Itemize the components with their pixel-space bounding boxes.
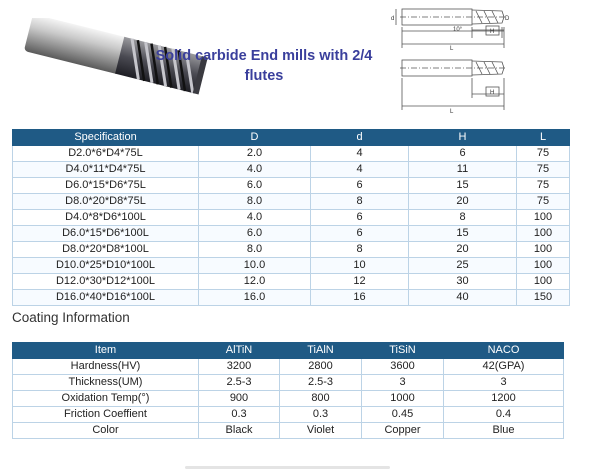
table-cell: 3 (362, 375, 444, 391)
table-cell: 42(GPA) (444, 359, 564, 375)
table-cell: 15 (409, 178, 517, 194)
table-cell: 4.0 (199, 162, 311, 178)
table-cell: 100 (517, 210, 570, 226)
table-cell: Black (199, 423, 280, 439)
table-row (13, 391, 564, 407)
table-row (13, 375, 564, 391)
table-cell: 150 (517, 290, 570, 306)
table-cell: 3600 (362, 359, 444, 375)
table-cell: 75 (517, 162, 570, 178)
table-row (13, 162, 570, 178)
table-cell: 20 (409, 194, 517, 210)
table-cell: 900 (199, 391, 280, 407)
table-cell: 11 (409, 162, 517, 178)
table-cell: Copper (362, 423, 444, 439)
drawing-label-D: D (505, 16, 510, 22)
table-cell: D8.0*20*D8*75L (13, 194, 199, 210)
product-title: Solid carbide End mills with 2/4 flutes (155, 48, 373, 84)
table-cell: 2.5-3 (199, 375, 280, 391)
table-cell: 30 (409, 274, 517, 290)
table-row (13, 210, 570, 226)
table-cell: 2800 (280, 359, 362, 375)
table-cell: 6 (311, 226, 409, 242)
table-cell: Violet (280, 423, 362, 439)
table-row (13, 359, 564, 375)
table-cell: D16.0*40*D16*100L (13, 290, 199, 306)
table-cell: 8 (311, 194, 409, 210)
coating-table-body (13, 359, 564, 439)
table-row (13, 226, 570, 242)
column-header: Specification (13, 130, 199, 146)
table-cell: 6.0 (199, 178, 311, 194)
table-cell: Friction Coeffient (13, 407, 199, 423)
table-row (13, 146, 570, 162)
coating-heading: Coating Information (12, 310, 130, 325)
table-cell: 8 (409, 210, 517, 226)
coating-table (12, 342, 564, 439)
table-cell: 1000 (362, 391, 444, 407)
table-cell: 75 (517, 194, 570, 210)
table-cell: 0.3 (199, 407, 280, 423)
table-row (13, 407, 564, 423)
drawing-label-angle: 10° (453, 27, 463, 33)
column-header: L (517, 130, 570, 146)
table-cell: 6.0 (199, 226, 311, 242)
table-cell: 6 (311, 210, 409, 226)
table-cell: D4.0*11*D4*75L (13, 162, 199, 178)
table-cell: 16 (311, 290, 409, 306)
table-row (13, 423, 564, 439)
table-cell: 40 (409, 290, 517, 306)
table-cell: D8.0*20*D8*100L (13, 242, 199, 258)
table-cell: 20 (409, 242, 517, 258)
table-cell: 6 (409, 146, 517, 162)
table-row (13, 274, 570, 290)
specification-table (12, 129, 570, 306)
table-cell: 15 (409, 226, 517, 242)
table-cell: 4 (311, 146, 409, 162)
horizontal-scrollbar[interactable] (185, 466, 390, 469)
table-cell: Blue (444, 423, 564, 439)
table-cell: Oxidation Temp(°) (13, 391, 199, 407)
table-cell: Thickness(UM) (13, 375, 199, 391)
table-cell: 100 (517, 258, 570, 274)
table-row (13, 194, 570, 210)
table-cell: 10.0 (199, 258, 311, 274)
table-cell: 0.4 (444, 407, 564, 423)
table-cell: D6.0*15*D6*100L (13, 226, 199, 242)
table-cell: 75 (517, 146, 570, 162)
column-header: NACO (444, 343, 564, 359)
technical-drawing (388, 0, 518, 115)
table-row (13, 290, 570, 306)
table-cell: Hardness(HV) (13, 359, 199, 375)
table-cell: D4.0*8*D6*100L (13, 210, 199, 226)
table-row (13, 178, 570, 194)
table-cell: 12 (311, 274, 409, 290)
table-cell: 100 (517, 242, 570, 258)
table-row (13, 242, 570, 258)
table-cell: 6 (311, 178, 409, 194)
column-header: TiSiN (362, 343, 444, 359)
column-header: AlTiN (199, 343, 280, 359)
column-header: H (409, 130, 517, 146)
drawing-label-h: H (490, 29, 495, 35)
table-cell: 2.0 (199, 146, 311, 162)
table-cell: 12.0 (199, 274, 311, 290)
table-cell: 3200 (199, 359, 280, 375)
table-cell: 16.0 (199, 290, 311, 306)
specification-table-body (13, 146, 570, 306)
table-row (13, 258, 570, 274)
table-cell: 75 (517, 178, 570, 194)
drawing-label-d: d (391, 16, 395, 22)
table-cell: 0.3 (280, 407, 362, 423)
table-cell: D10.0*25*D10*100L (13, 258, 199, 274)
table-cell: 10 (311, 258, 409, 274)
table-cell: 8.0 (199, 194, 311, 210)
table-cell: 1200 (444, 391, 564, 407)
table-cell: D6.0*15*D6*75L (13, 178, 199, 194)
table-cell: 8 (311, 242, 409, 258)
column-header: d (311, 130, 409, 146)
table-cell: 4.0 (199, 210, 311, 226)
table-cell: 8.0 (199, 242, 311, 258)
table-cell: 0.45 (362, 407, 444, 423)
column-header: TiAlN (280, 343, 362, 359)
table-cell: D2.0*6*D4*75L (13, 146, 199, 162)
column-header: Item (13, 343, 199, 359)
product-hero (0, 0, 615, 125)
table-cell: 3 (444, 375, 564, 391)
table-cell: D12.0*30*D12*100L (13, 274, 199, 290)
table-header-row (13, 343, 564, 359)
table-header-row (13, 130, 570, 146)
table-cell: Color (13, 423, 199, 439)
table-cell: 4 (311, 162, 409, 178)
table-cell: 100 (517, 274, 570, 290)
column-header: D (199, 130, 311, 146)
table-cell: 800 (280, 391, 362, 407)
table-cell: 25 (409, 258, 517, 274)
drawing-label-L: L (450, 46, 454, 52)
drawing-label-L-lower: L (450, 109, 454, 115)
table-cell: 100 (517, 226, 570, 242)
table-cell: 2.5-3 (280, 375, 362, 391)
drawing-label-h-lower: H (490, 90, 495, 96)
